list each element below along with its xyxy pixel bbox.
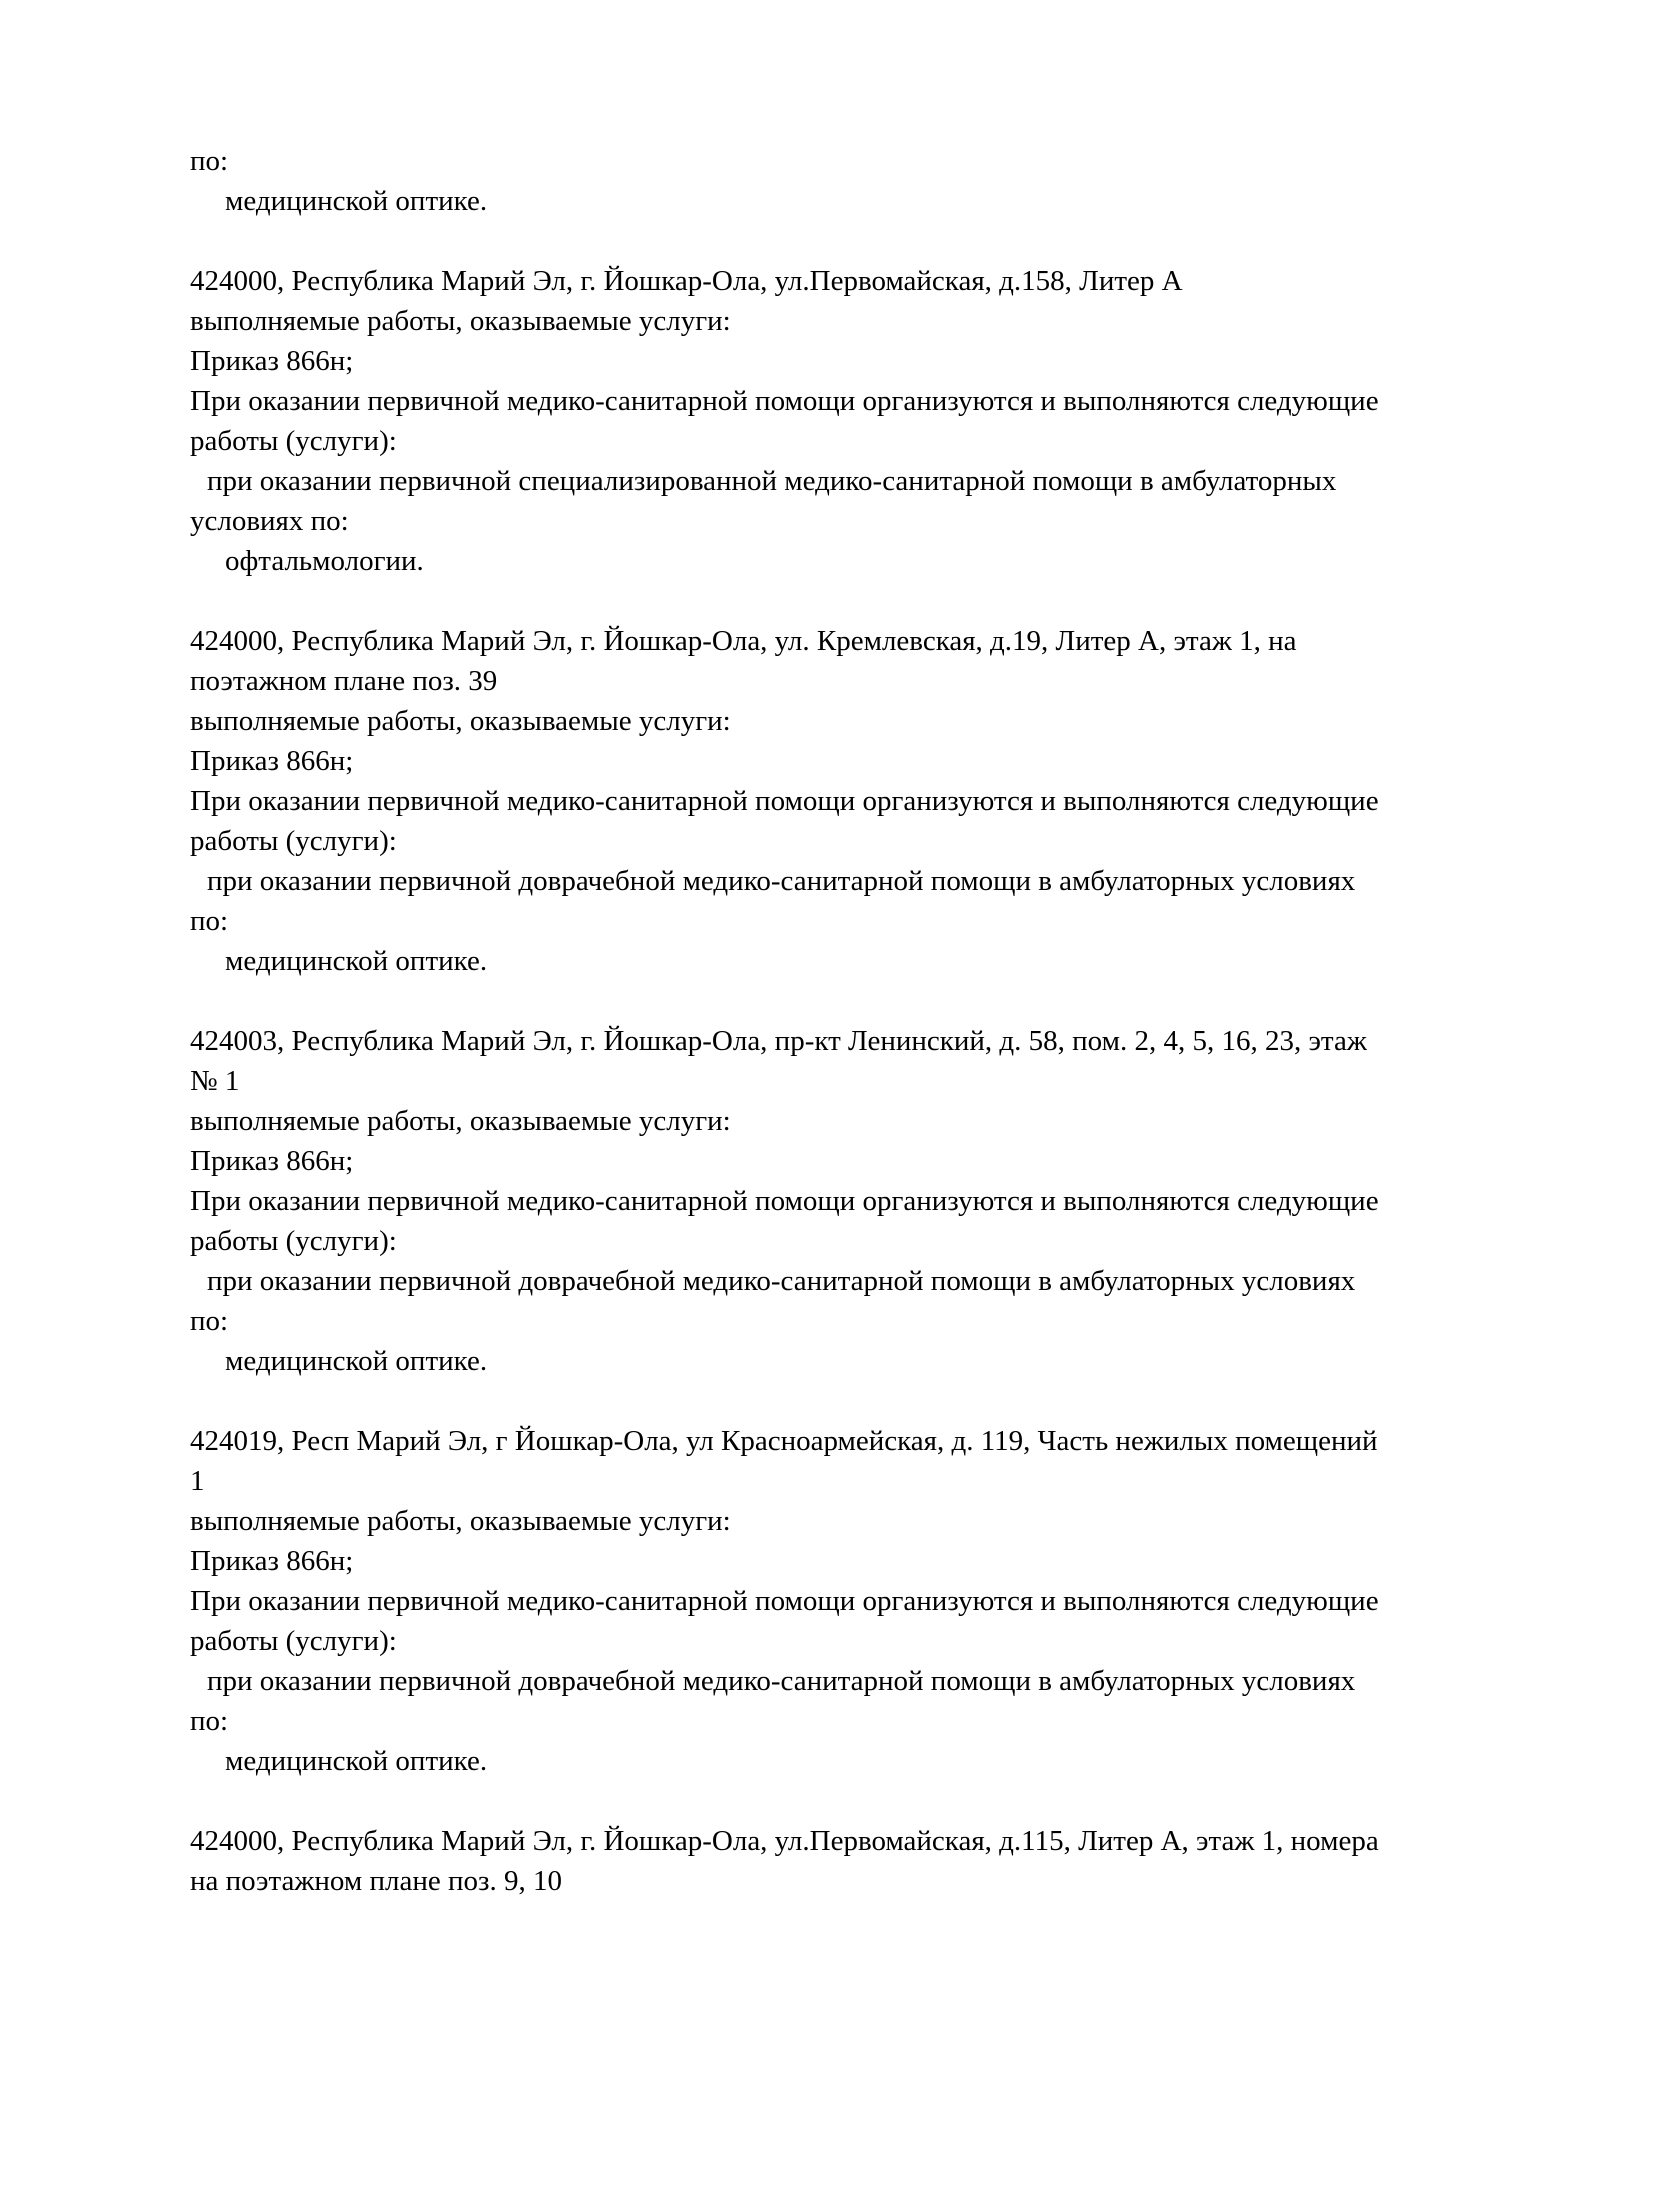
text-line: медицинской оптике. xyxy=(225,1345,488,1377)
text-line: работы (услуги): xyxy=(190,825,397,857)
text-line: выполняемые работы, оказываемые услуги: xyxy=(190,305,731,337)
text-line: Приказ 866н; xyxy=(190,1145,354,1177)
text-line: по: xyxy=(190,905,229,937)
text-line: при оказании первичной доврачебной медико-санитарной помощи в амбулаторных условиях xyxy=(207,865,1356,897)
paragraph xyxy=(190,1421,1610,1781)
text-line: 424000, Республика Марий Эл, г. Йошкар-Ола, ул. Кремлевская, д.19, Литер А, этаж 1, на xyxy=(190,625,1297,657)
text-line: При оказании первичной медико-санитарной помощи организуются и выполняются следующие xyxy=(190,385,1379,417)
paragraph xyxy=(190,1021,1610,1381)
text-line: Приказ 866н; xyxy=(190,345,354,377)
text-line: условиях по: xyxy=(190,505,349,537)
text-line: поэтажном плане поз. 39 xyxy=(190,665,498,697)
text-line: по: xyxy=(190,1305,229,1337)
paragraph xyxy=(190,261,1610,581)
text-line: При оказании первичной медико-санитарной помощи организуются и выполняются следующие xyxy=(190,1585,1379,1617)
text-line: при оказании первичной доврачебной медико-санитарной помощи в амбулаторных условиях xyxy=(207,1665,1356,1697)
text-line: работы (услуги): xyxy=(190,1625,397,1657)
text-line: 424003, Республика Марий Эл, г. Йошкар-Ола, пр-кт Ленинский, д. 58, пом. 2, 4, 5, 16, 23, этаж xyxy=(190,1025,1367,1057)
text-line: офтальмологии. xyxy=(225,545,424,577)
text-line: по: xyxy=(190,1705,229,1737)
text-line: При оказании первичной медико-санитарной помощи организуются и выполняются следующие xyxy=(190,785,1379,817)
text-line: выполняемые работы, оказываемые услуги: xyxy=(190,1505,731,1537)
text-line: 1 xyxy=(190,1465,205,1497)
text-line: на поэтажном плане поз. 9, 10 xyxy=(190,1865,562,1897)
text-line: выполняемые работы, оказываемые услуги: xyxy=(190,1105,731,1137)
text-line: 424019, Респ Марий Эл, г Йошкар-Ола, ул Красноармейская, д. 119, Часть нежилых помещений xyxy=(190,1425,1378,1457)
paragraph xyxy=(190,141,1610,221)
text-line: медицинской оптике. xyxy=(225,945,488,977)
text-line: 424000, Республика Марий Эл, г. Йошкар-Ола, ул.Первомайская, д.158, Литер А xyxy=(190,265,1183,297)
text-line: по: xyxy=(190,145,229,177)
document-text xyxy=(190,141,1610,1901)
text-line: работы (услуги): xyxy=(190,425,397,457)
text-line: При оказании первичной медико-санитарной помощи организуются и выполняются следующие xyxy=(190,1185,1379,1217)
text-line: выполняемые работы, оказываемые услуги: xyxy=(190,705,731,737)
text-line: медицинской оптике. xyxy=(225,1745,488,1777)
text-line: 424000, Республика Марий Эл, г. Йошкар-Ола, ул.Первомайская, д.115, Литер А, этаж 1, номера xyxy=(190,1825,1379,1857)
text-line: № 1 xyxy=(190,1065,240,1097)
text-line: Приказ 866н; xyxy=(190,1545,354,1577)
text-line: при оказании первичной специализированной медико-санитарной помощи в амбулаторных xyxy=(207,465,1337,497)
text-line: Приказ 866н; xyxy=(190,745,354,777)
text-line: при оказании первичной доврачебной медико-санитарной помощи в амбулаторных условиях xyxy=(207,1265,1356,1297)
paragraph xyxy=(190,1821,1610,1901)
text-line: медицинской оптике. xyxy=(225,185,488,217)
paragraph xyxy=(190,621,1610,981)
text-line: работы (услуги): xyxy=(190,1225,397,1257)
